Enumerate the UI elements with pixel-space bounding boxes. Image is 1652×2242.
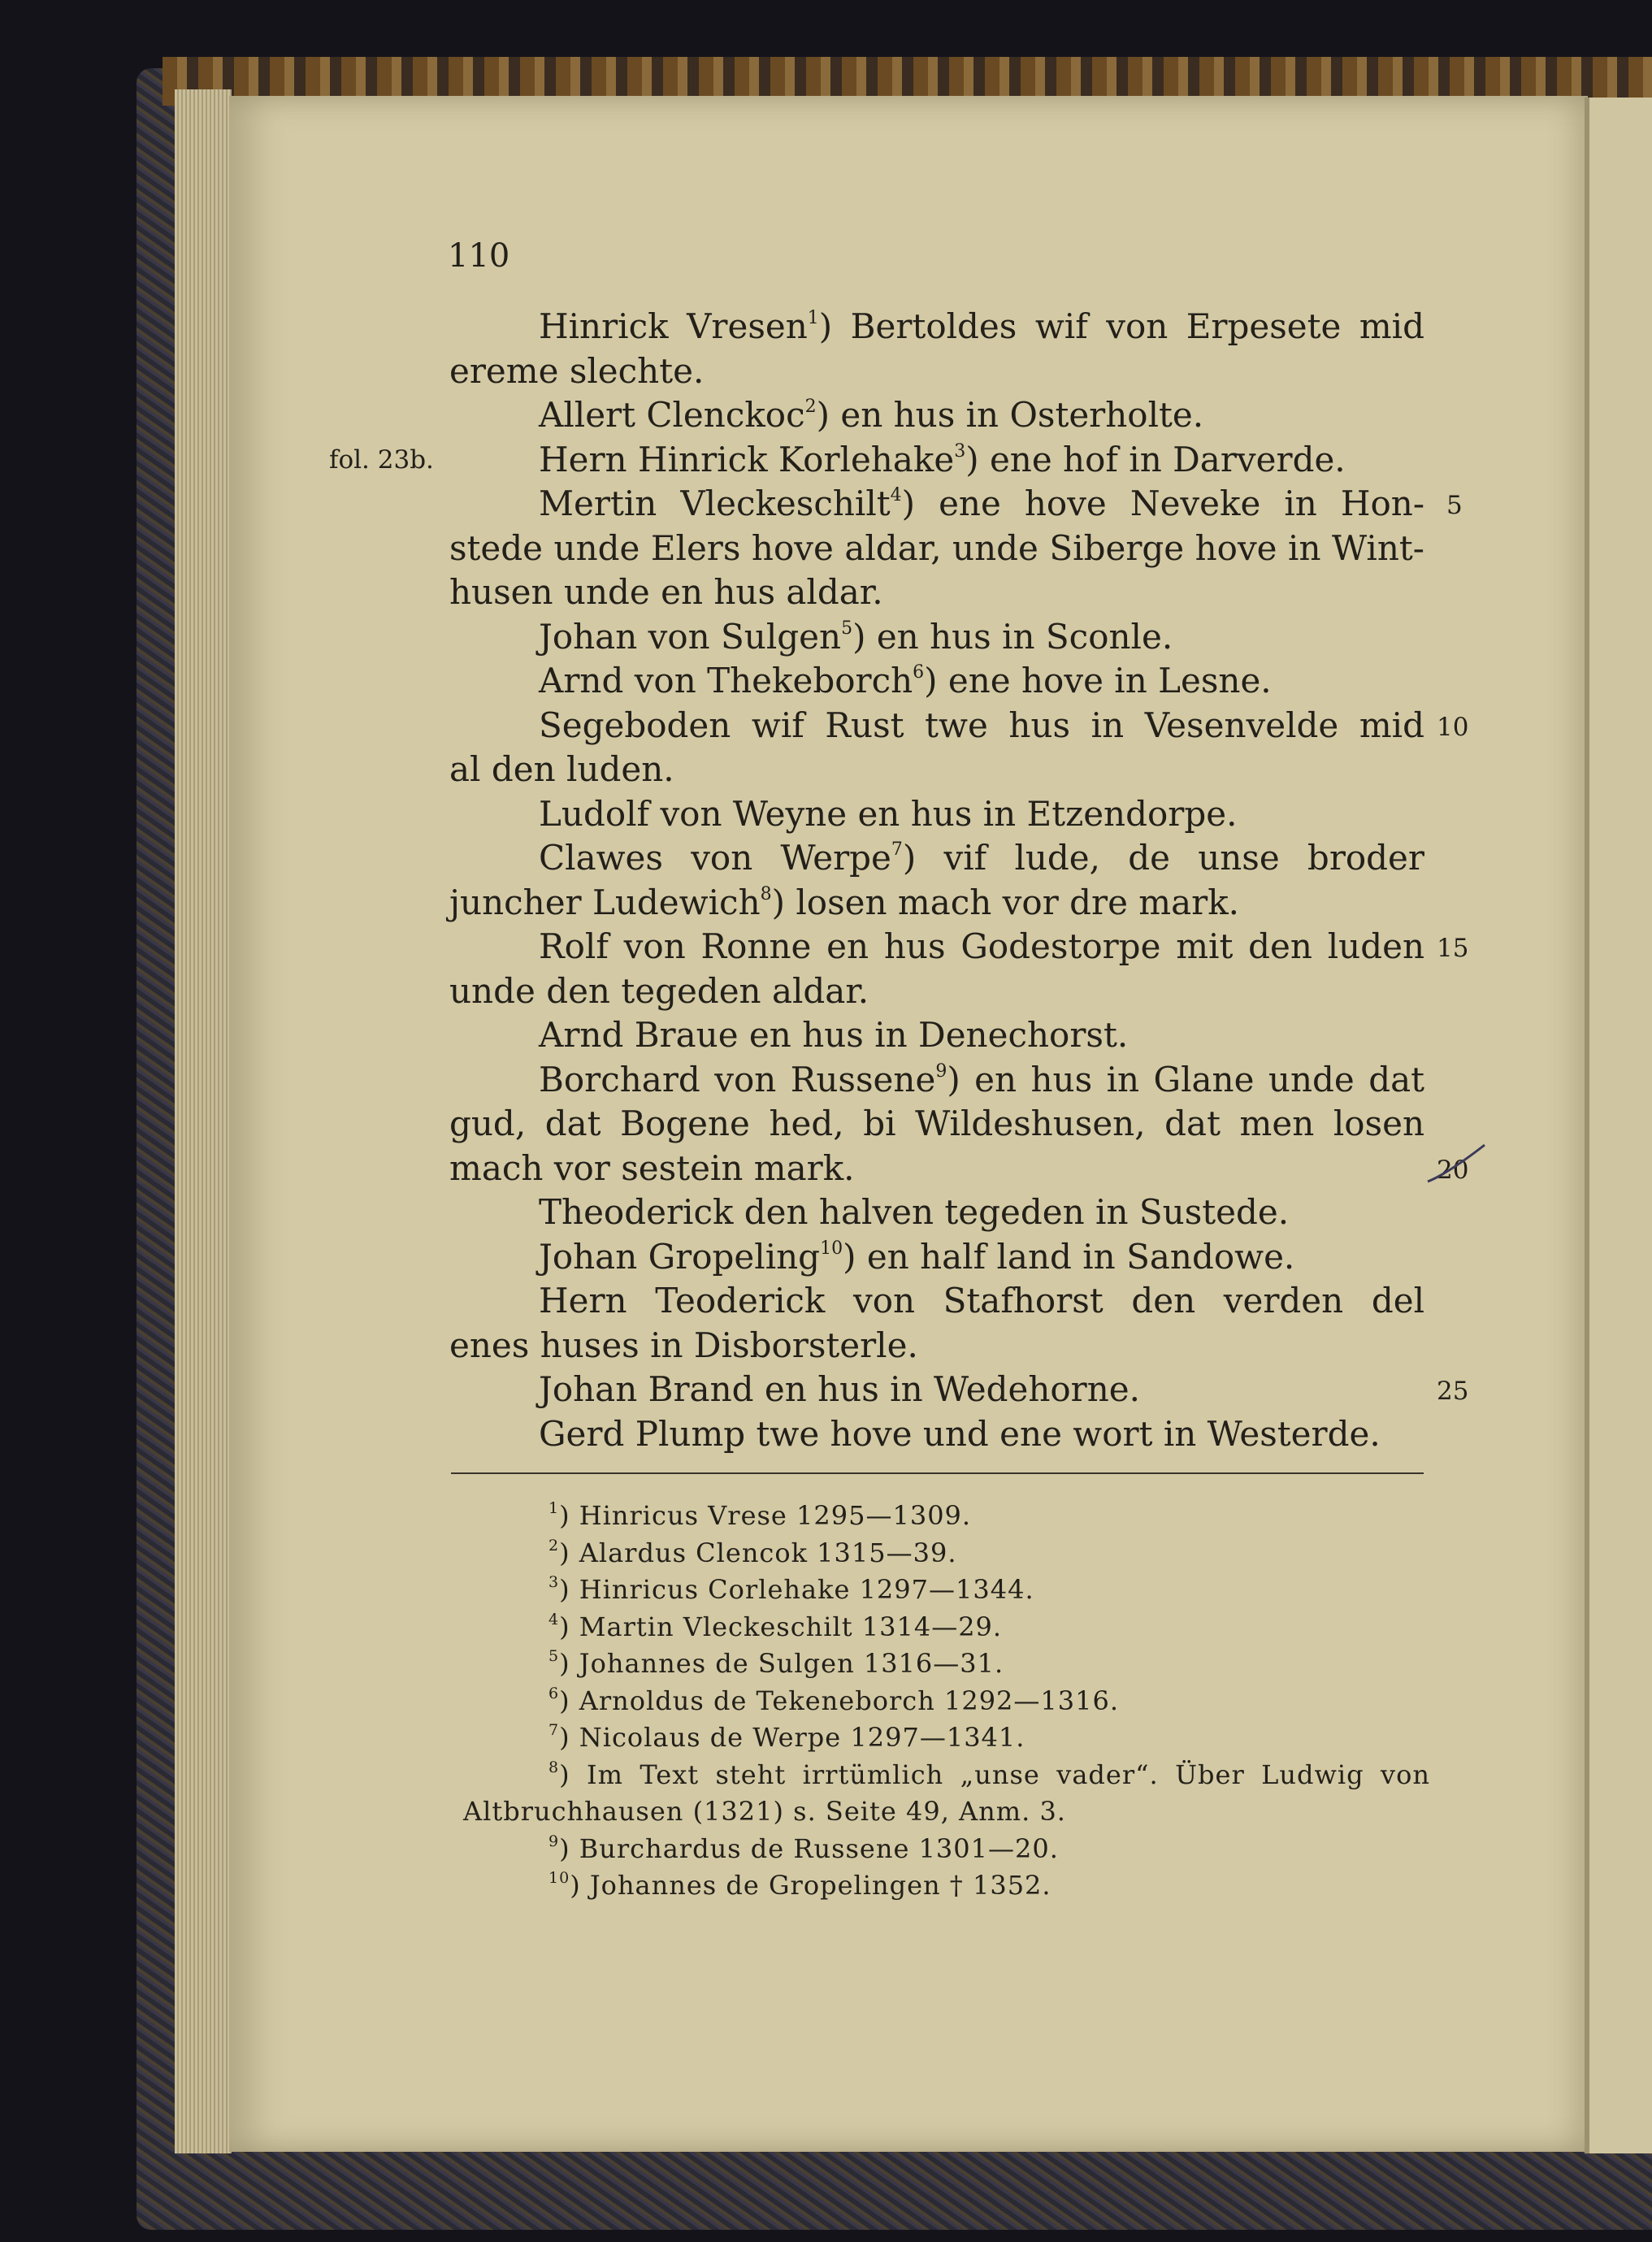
footnotes <box>463 1498 1430 1905</box>
footnote-text: ) Hinricus Vrese 1295—1309. <box>559 1500 972 1531</box>
footnote <box>463 1535 1430 1572</box>
footnote-number: 6 <box>548 1684 560 1702</box>
line-number: 5 <box>1446 491 1463 520</box>
page-number: 110 <box>448 237 510 275</box>
text-line <box>449 969 1424 1014</box>
folio-margin-note: fol. 23b. <box>329 445 434 475</box>
text-line <box>449 1190 1424 1235</box>
text-segment: ) ene hof in Darverde. <box>965 439 1346 479</box>
footnote <box>463 1719 1430 1757</box>
line-number: 10 <box>1437 712 1469 742</box>
text-segment: unde den tegeden aldar. <box>449 970 869 1011</box>
text-segment: Segeboden wif Rust twe hus in Vesenvelde mid <box>539 705 1424 745</box>
text-line <box>449 349 1424 394</box>
footnote <box>463 1831 1430 1868</box>
text-segment: Rolf von Ronne en hus Godestorpe mit den luden <box>539 926 1424 966</box>
text-line <box>449 1412 1424 1457</box>
text-segment: Hern Teoderick von Stafhorst den verden del <box>539 1281 1424 1320</box>
main-text <box>449 305 1424 1456</box>
footnote-text: ) Hinricus Corlehake 1297—1344. <box>559 1574 1034 1605</box>
text-line <box>449 704 1424 748</box>
text-segment: Johan Brand en hus in Wedehorne. <box>539 1369 1140 1409</box>
text-segment: Hinrick Vresen <box>539 306 808 346</box>
text-segment: ) en hus in Osterholte. <box>816 395 1204 435</box>
text-segment: al den luden. <box>449 749 674 789</box>
facing-page-edge <box>1585 98 1652 2153</box>
footnote-marker: 1 <box>807 308 819 328</box>
footnote-marker: 7 <box>891 839 903 860</box>
text-segment: Johan von Sulgen <box>539 616 842 657</box>
pencil-mark <box>1424 1141 1489 1190</box>
footnote-text: ) Im Text steht irrtümlich „unse vader“. Über Ludwig von <box>559 1758 1430 1790</box>
text-segment: gud, dat Bogene hed, bi Wildeshusen, dat men losen <box>449 1104 1424 1143</box>
text-line <box>449 305 1424 349</box>
footnote-number: 1 <box>548 1499 560 1517</box>
text-segment: Ludolf von Weyne en hus in Etzendorpe. <box>539 793 1238 834</box>
text-segment: ) Bertoldes wif von Erpesete mid <box>818 306 1424 346</box>
text-line <box>449 659 1424 704</box>
footnote <box>463 1683 1430 1720</box>
text-segment: Arnd Braue en hus in Denechorst. <box>539 1015 1129 1055</box>
footnote <box>463 1498 1430 1535</box>
footnote-number: 5 <box>548 1647 560 1665</box>
footnote-marker: 8 <box>760 883 772 904</box>
footnote-number: 10 <box>548 1869 570 1887</box>
page-stack-edges <box>175 89 232 2153</box>
footnote-marker: 5 <box>841 618 853 639</box>
footnote-marker: 2 <box>804 397 817 417</box>
text-segment: Allert Clenckoc <box>539 395 805 435</box>
line-number: 25 <box>1437 1377 1469 1406</box>
footnote-number: 4 <box>548 1610 560 1628</box>
footnote <box>463 1793 1430 1831</box>
footnote-number: 8 <box>548 1758 560 1776</box>
text-line <box>449 1058 1424 1103</box>
line-number: 20 <box>1437 1155 1469 1185</box>
footnote-text: ) Nicolaus de Werpe 1297—1341. <box>559 1722 1025 1753</box>
text-line <box>449 438 1424 483</box>
text-segment: ) en hus in Glane unde dat <box>947 1059 1425 1099</box>
text-segment: Hern Hinrick Korlehake <box>539 439 955 479</box>
text-segment: Clawes von Werpe <box>539 838 891 878</box>
footnote-text: ) Johannes de Sulgen 1316—31. <box>559 1648 1004 1679</box>
text-segment: ) vif lude, de unse broder <box>902 838 1424 878</box>
footnote <box>463 1646 1430 1683</box>
text-line <box>449 1324 1424 1368</box>
text-segment: ) losen mach vor dre mark. <box>771 882 1240 922</box>
footnote-number: 2 <box>548 1536 560 1555</box>
text-line <box>449 570 1424 615</box>
text-line <box>449 527 1424 571</box>
footnote <box>463 1609 1430 1646</box>
text-line <box>449 1013 1424 1058</box>
footnote-number: 3 <box>548 1573 560 1591</box>
text-line <box>449 1279 1424 1324</box>
footnote-text: ) Alardus Clencok 1315—39. <box>559 1537 957 1568</box>
text-segment: juncher Ludewich <box>449 882 761 922</box>
text-line <box>449 1368 1424 1412</box>
text-segment: Theoderick den halven tegeden in Sustede. <box>539 1192 1290 1232</box>
text-segment: Johan Gropeling <box>539 1236 821 1277</box>
footnote <box>463 1572 1430 1609</box>
footnote-marker: 4 <box>890 485 902 505</box>
text-line <box>449 615 1424 660</box>
text-segment: stede unde Elers hove aldar, unde Siberge hove in Wint- <box>449 527 1424 568</box>
text-segment: enes huses in Disborsterle. <box>449 1325 918 1365</box>
footnote-text: Altbruchhausen (1321) s. Seite 49, Anm. 3. <box>463 1796 1066 1827</box>
text-line <box>449 748 1424 792</box>
text-line <box>449 482 1424 527</box>
line-number: 15 <box>1437 934 1469 963</box>
text-segment: Mertin Vleckeschilt <box>539 484 891 523</box>
text-segment: husen unde en hus aldar. <box>449 572 883 612</box>
text-segment: ) en hus in Sconle. <box>852 616 1173 657</box>
footnote-number: 7 <box>548 1721 560 1739</box>
text-line <box>449 1235 1424 1280</box>
footnote-text: ) Burchardus de Russene 1301—20. <box>559 1832 1059 1864</box>
text-line <box>449 1147 1424 1191</box>
text-line <box>449 393 1424 438</box>
footnote-text: ) Martin Vleckeschilt 1314—29. <box>559 1611 1003 1642</box>
text-segment: Gerd Plump twe hove und ene wort in Westerde. <box>539 1413 1381 1454</box>
text-line <box>449 925 1424 969</box>
text-line <box>449 1102 1424 1147</box>
footnote <box>463 1757 1430 1794</box>
footnote-marker: 3 <box>954 440 966 462</box>
text-segment: Borchard von Russene <box>539 1059 936 1099</box>
text-segment: ) en half land in Sandowe. <box>843 1236 1295 1277</box>
text-line <box>449 836 1424 881</box>
text-segment: Arnd von Thekeborch <box>539 661 913 700</box>
text-segment: ) ene hove Neveke in Hon- <box>901 484 1425 523</box>
text-segment: mach vor sestein mark. <box>449 1147 855 1188</box>
footnote-separator <box>451 1472 1424 1474</box>
footnote-marker: 9 <box>935 1060 947 1082</box>
footnote-text: ) Arnoldus de Tekeneborch 1292—1316. <box>559 1685 1120 1716</box>
text-line <box>449 881 1424 926</box>
footnote-number: 9 <box>548 1832 560 1850</box>
footnote-marker: 6 <box>913 662 925 683</box>
footnote <box>463 1867 1430 1905</box>
footnote-text: ) Johannes de Gropelingen † 1352. <box>570 1870 1051 1901</box>
footnote-marker: 10 <box>820 1238 843 1259</box>
text-segment: ) ene hove in Lesne. <box>924 661 1272 700</box>
text-line <box>449 792 1424 837</box>
text-segment: ereme slechte. <box>449 350 705 391</box>
